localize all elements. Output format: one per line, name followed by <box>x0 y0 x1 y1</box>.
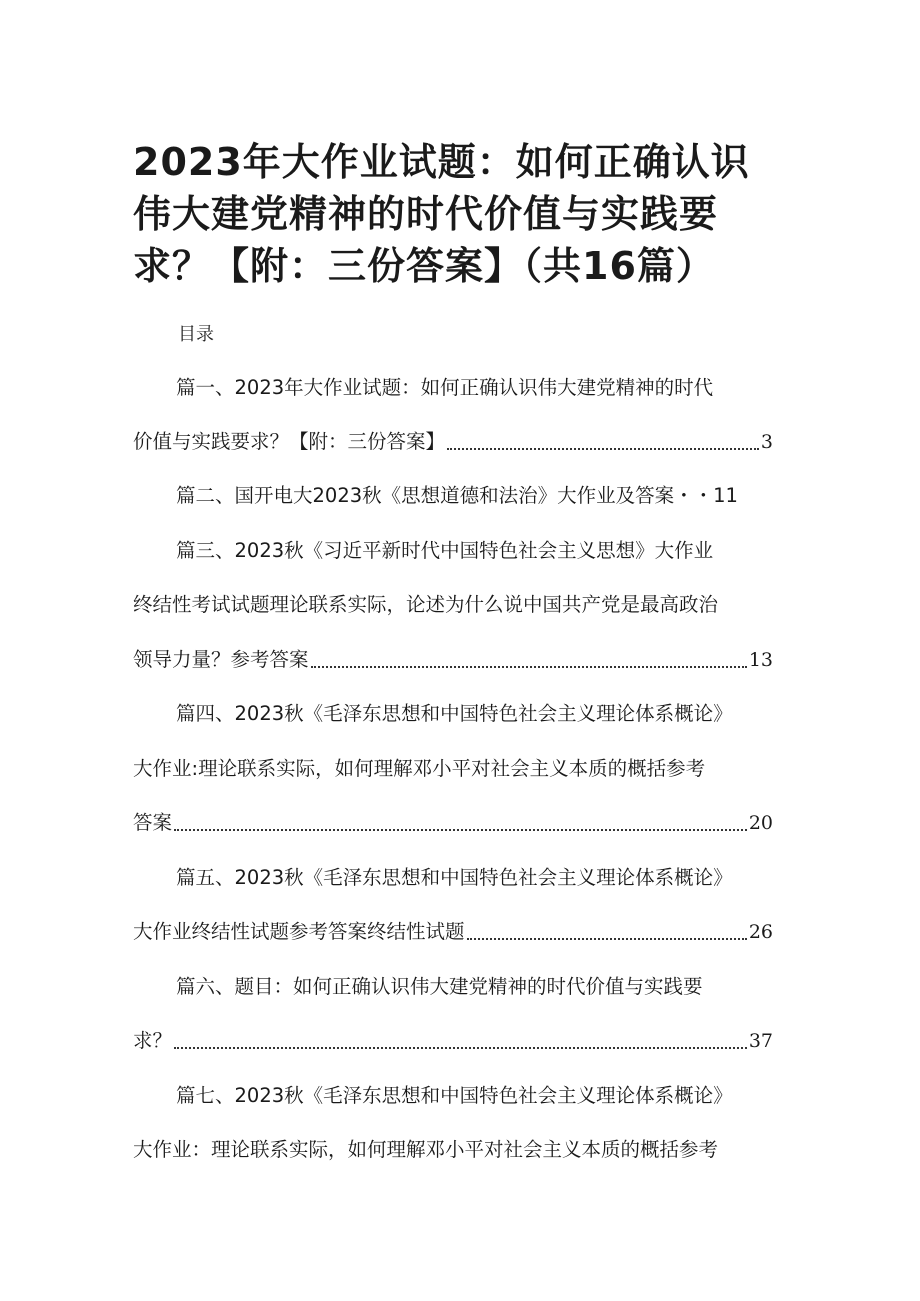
toc-entry-4-line-1[interactable] <box>176 699 773 729</box>
document-title: 2023年大作业试题：如何正确认识伟大建党精神的时代价值与实践要求？【附：三份答案】（共16篇） <box>133 140 750 288</box>
toc-entry-4-line-3[interactable] <box>133 808 773 838</box>
toc-entry-4-line-2[interactable] <box>133 754 773 784</box>
toc-entry-3-line-1[interactable] <box>176 536 773 566</box>
toc-page-number: 3 <box>760 431 773 453</box>
toc-entry-text: 大作业：理论联系实际，如何理解邓小平对社会主义本质的概括参考 <box>133 1138 719 1161</box>
toc-entry-1-line-2[interactable] <box>133 427 773 457</box>
toc-page-number: 20 <box>748 812 773 834</box>
toc-heading: 目录 <box>178 324 214 345</box>
toc-entry-6-line-1[interactable] <box>176 972 773 1002</box>
toc-entry-text: 篇七、2023秋《毛泽东思想和中国特色社会主义理论体系概论》 <box>176 1084 733 1107</box>
toc-leader-dots <box>467 938 747 940</box>
toc-entry-7-line-1[interactable] <box>176 1081 773 1111</box>
toc-leader-dots <box>174 829 747 831</box>
toc-entry-text: 大作业终结性试题参考答案终结性试题 <box>133 920 465 943</box>
toc-page-number: 13 <box>748 649 773 671</box>
toc-leader-dots <box>311 666 747 668</box>
toc-entry-text: 篇四、2023秋《毛泽东思想和中国特色社会主义理论体系概论》 <box>176 702 733 725</box>
toc-page-number: 26 <box>748 921 773 943</box>
toc-entry-3-line-2[interactable] <box>133 590 773 620</box>
toc-entry-2[interactable] <box>176 481 773 511</box>
toc-entry-text: 终结性考试试题理论联系实际，论述为什么说中国共产党是最高政治 <box>133 593 719 616</box>
toc-entry-3-line-3[interactable] <box>133 645 773 675</box>
toc-entry-text: 篇五、2023秋《毛泽东思想和中国特色社会主义理论体系概论》 <box>176 866 733 889</box>
toc-entry-text: 价值与实践要求？【附：三份答案】 <box>133 430 446 453</box>
toc-entry-text: 求？ <box>133 1029 173 1052</box>
toc-entry-1-line-1[interactable] <box>176 373 773 403</box>
toc-entry-5-line-1[interactable] <box>176 863 773 893</box>
toc-entry-text: 篇六、题目：如何正确认识伟大建党精神的时代价值与实践要 <box>176 975 703 998</box>
toc-page-number: 37 <box>748 1030 773 1052</box>
toc-entry-7-line-2[interactable] <box>133 1135 773 1165</box>
toc-leader-dots <box>174 1047 747 1049</box>
toc-entry-6-line-2[interactable] <box>133 1026 773 1056</box>
toc-entry-5-line-2[interactable] <box>133 917 773 947</box>
toc-entry-text: 篇二、国开电大2023秋《思想道德和法治》大作业及答案・・11 <box>176 484 738 507</box>
toc-entry-text: 大作业:理论联系实际，如何理解邓小平对社会主义本质的概括参考 <box>133 757 706 780</box>
toc-entry-text: 答案 <box>133 811 173 834</box>
toc-entry-text: 篇一、2023年大作业试题：如何正确认识伟大建党精神的时代 <box>176 376 714 399</box>
toc-leader-dots <box>447 448 759 450</box>
toc-entry-text: 篇三、2023秋《习近平新时代中国特色社会主义思想》大作业 <box>176 539 714 562</box>
toc-entry-text: 领导力量？参考答案 <box>133 648 309 671</box>
